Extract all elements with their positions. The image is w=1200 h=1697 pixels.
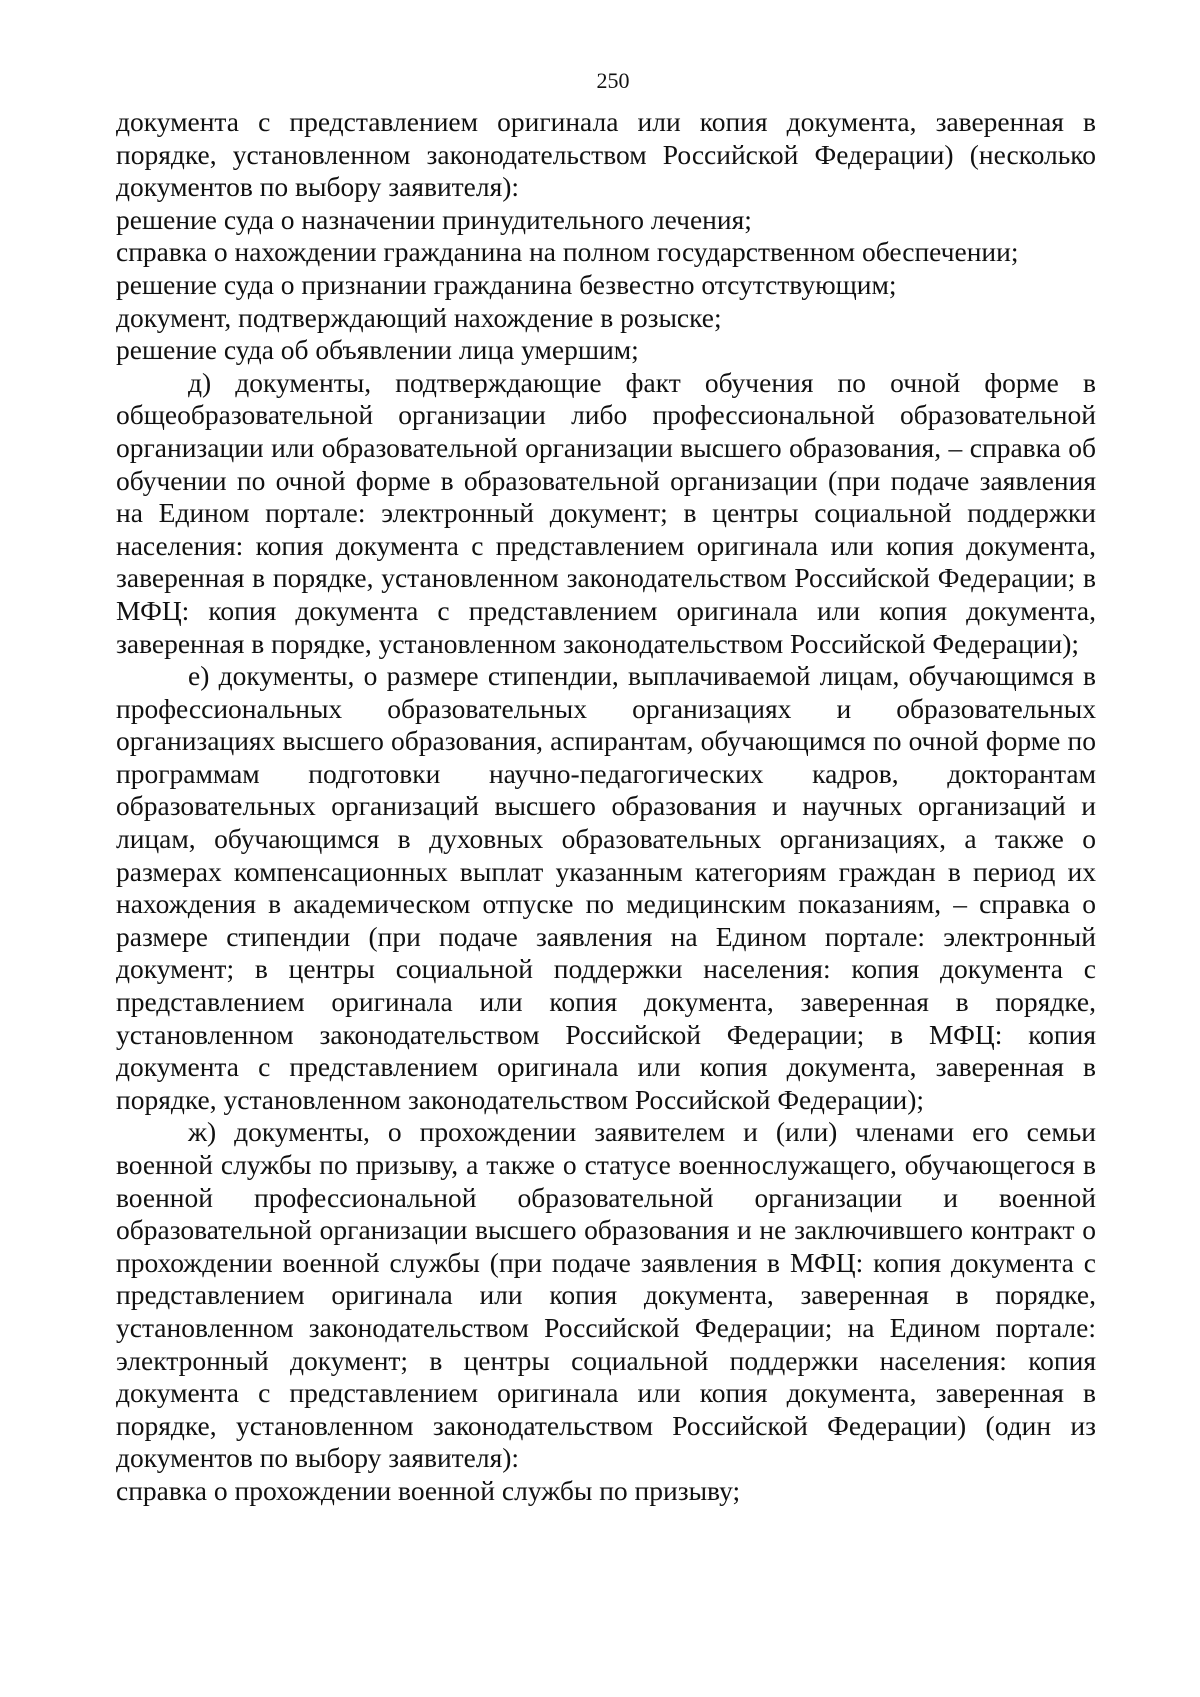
list-item: решение суда о признании гражданина безвестно отсутствующим;: [116, 268, 897, 300]
list-item: документ, подтверждающий нахождение в розыске;: [116, 301, 722, 333]
paragraph-continuation: документа с представлением оригинала или копия документа, заверенная в порядке, установленном законодательством Российской Федерации) (несколько документов по выбору заявителя):: [116, 106, 1096, 203]
paragraph-zh: ж) документы, о прохождении заявителем и (или) членами его семьи военной службы по призыву, а также о статусе военнослужащего, обучающегося в военной профессиональной образовательной организации и военной образовательной организации высшего образования и не заключившего контракт о прохождении военной службы (при подаче заявления в МФЦ: копия документа с представлением оригинала или копия документа, заверенная в порядке, установленном законодательством Российской Федерации; на Едином портале: электронный документ; в центры социальной поддержки населения: копия документа с представлением оригинала или копия документа, заверенная в порядке, установленном законодательством Российской Федерации) (один из документов по выбору заявителя):: [116, 1116, 1096, 1474]
document-body: [116, 106, 1096, 1508]
list-item: справка о нахождении гражданина на полном государственном обеспечении;: [116, 236, 1019, 268]
list-item: решение суда о назначении принудительного лечения;: [116, 203, 752, 235]
page-number: 250: [596, 68, 630, 93]
list-item: справка о прохождении военной службы по призыву;: [116, 1474, 741, 1506]
list-item: решение суда об объявлении лица умершим;: [116, 334, 639, 366]
paragraph-d: д) документы, подтверждающие факт обучения по очной форме в общеобразовательной организации либо профессиональной образовательной организации или образовательной организации высшего образования, – справка об обучении по очной форме в образовательной организации (при подаче заявления на Едином портале: электронный документ; в центры социальной поддержки населения: копия документа с представлением оригинала или копия документа, заверенная в порядке, установленном законодательством Российской Федерации; в МФЦ: копия документа с представлением оригинала или копия документа, заверенная в порядке, установленном законодательством Российской Федерации);: [116, 366, 1096, 659]
paragraph-e: е) документы, о размере стипендии, выплачиваемой лицам, обучающимся в профессиональных образовательных организациях и образовательных организациях высшего образования, аспирантам, обучающимся по очной форме по программам подготовки научно-педагогических кадров, докторантам образовательных организаций высшего образования и научных организаций и лицам, обучающимся в духовных образовательных организациях, а также о размерах компенсационных выплат указанным категориям граждан в период их нахождения в академическом отпуске по медицинским показаниям, – справка о размере стипендии (при подаче заявления на Едином портале: электронный документ; в центры социальной поддержки населения: копия документа с представлением оригинала или копия документа, заверенная в порядке, установленном законодательством Российской Федерации; в МФЦ: копия документа с представлением оригинала или копия документа, заверенная в порядке, установленном законодательством Российской Федерации);: [116, 660, 1096, 1115]
